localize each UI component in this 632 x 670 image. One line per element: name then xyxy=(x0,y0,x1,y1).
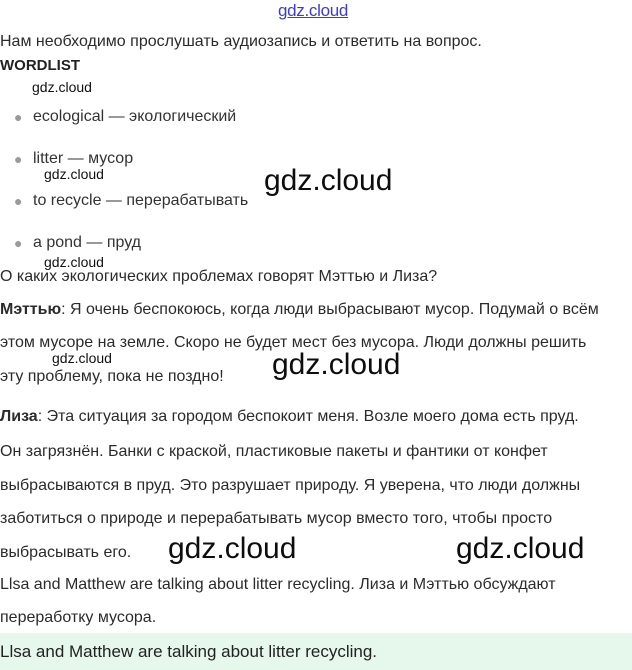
bullet-icon: ● xyxy=(14,235,23,251)
watermark-small: gdz.cloud xyxy=(52,350,112,366)
lisa-line-4: заботиться о природе и перерабатывать мусор вместо того, чтобы просто xyxy=(0,510,553,527)
question-text: О каких экологических проблемах говорят Мэттью и Лиза? xyxy=(0,268,438,285)
wordlist-item: ecological — экологический xyxy=(33,108,237,125)
bullet-icon: ● xyxy=(14,109,23,125)
answer-text: Llsa and Matthew are talking about litter recycling. xyxy=(0,642,378,661)
watermark-large: gdz.cloud xyxy=(272,348,401,381)
watermark-top[interactable]: gdz.cloud xyxy=(278,1,349,20)
wordlist-title: WORDLIST xyxy=(0,57,80,74)
dialogue-text: : Я очень беспокоюсь, когда люди выбрасывают мусор. Подумай о всём xyxy=(61,301,599,318)
wordlist-item: a pond — пруд xyxy=(33,234,142,251)
matthew-line-3: эту проблему, пока не поздно! xyxy=(0,368,224,385)
watermark-large: gdz.cloud xyxy=(168,532,297,565)
speaker-name: Мэттью xyxy=(0,301,62,318)
watermark-small: gdz.cloud xyxy=(44,254,104,270)
summary-line-2: переработку мусора. xyxy=(0,609,157,626)
matthew-line-2: этом мусоре на земле. Скоро не будет мест без мусора. Люди должны решить xyxy=(0,334,587,351)
summary-line-1: Llsa and Matthew are talking about litter recycling. Лиза и Мэттью обсуждают xyxy=(0,576,556,593)
intro-text: Нам необходимо прослушать аудиозапись и ответить на вопрос. xyxy=(0,33,482,50)
watermark-small: gdz.cloud xyxy=(32,79,92,95)
bullet-icon: ● xyxy=(14,151,23,167)
speaker-name: Лиза xyxy=(0,408,38,425)
lisa-line-2: Он загрязнён. Банки с краской, пластиковые пакеты и фантики от конфет xyxy=(0,443,548,460)
wordlist-item: litter — мусор xyxy=(33,150,134,167)
matthew-line-1 xyxy=(0,301,599,319)
lisa-line-5: выбрасывать его. xyxy=(0,544,132,561)
lisa-line-3: выбрасываются в пруд. Это разрушает природу. Я уверена, что люди должны xyxy=(0,477,581,494)
watermark-large: gdz.cloud xyxy=(456,532,585,565)
wordlist-item: to recycle — перерабатывать xyxy=(33,192,249,209)
watermark-small: gdz.cloud xyxy=(44,166,104,182)
watermark-large: gdz.cloud xyxy=(264,164,393,197)
bullet-icon: ● xyxy=(14,193,23,209)
dialogue-text: : Эта ситуация за городом беспокоит меня. Возле моего дома есть пруд. xyxy=(37,408,579,425)
lisa-line-1 xyxy=(0,408,579,426)
